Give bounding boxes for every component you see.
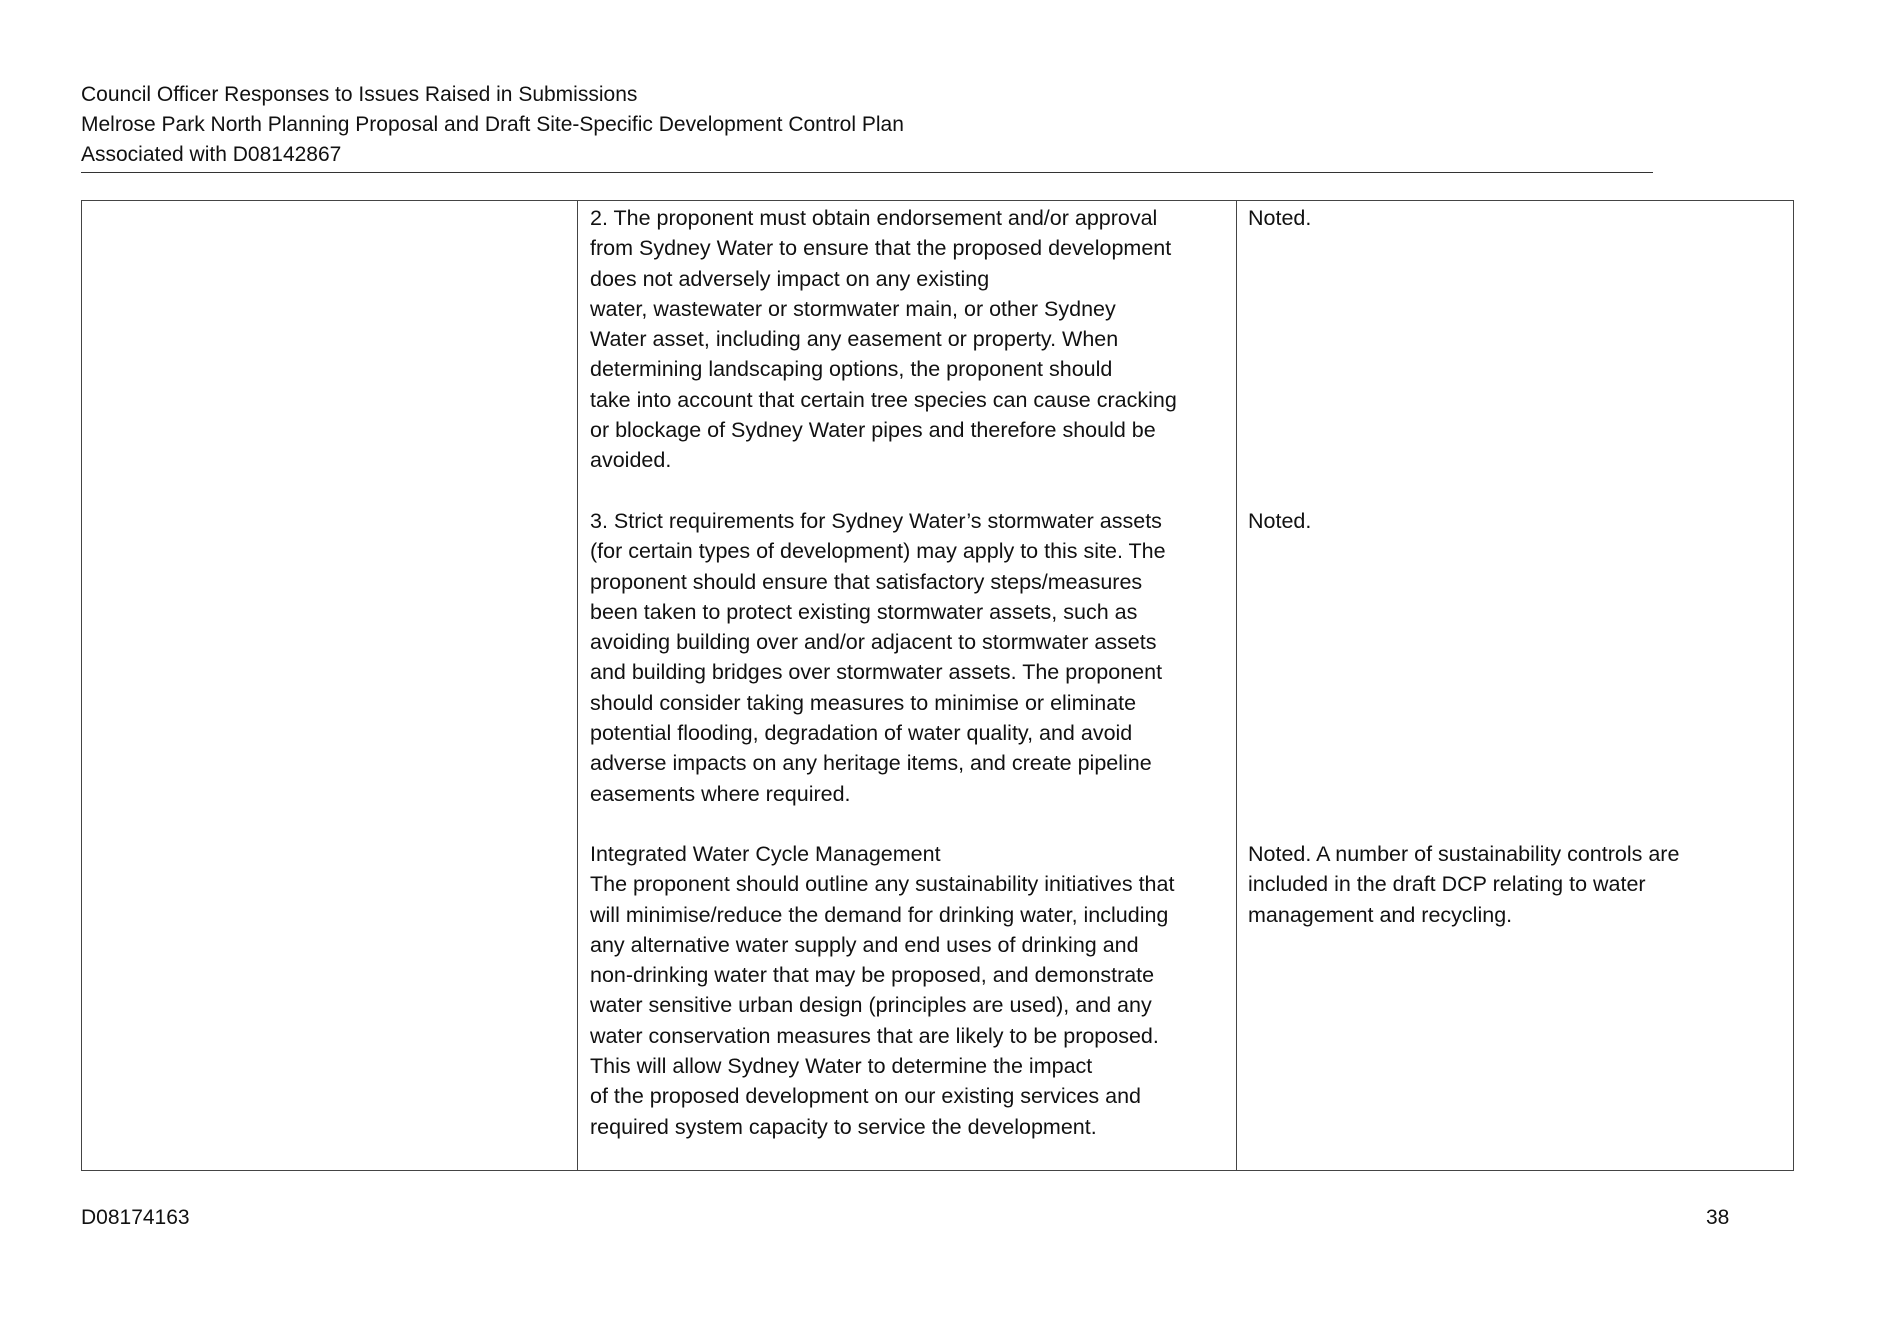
issue-line: been taken to protect existing stormwater assets, such as [590,599,1138,624]
issue-line: The proponent should outline any sustainability initiatives that [590,872,1175,897]
page-header [81,80,1653,173]
issue-line: determining landscaping options, the proponent should [590,357,1113,382]
response-line: management and recycling. [1248,902,1513,927]
header-reference: Associated with D08142867 [81,143,342,166]
response-item-2 [1248,203,1311,233]
column-divider [577,201,578,1170]
footer-document-id: D08174163 [81,1206,190,1229]
issue-line: water, wastewater or stormwater main, or other Sydney [590,296,1116,321]
issue-heading: Integrated Water Cycle Management [590,842,941,866]
issue-item-2 [590,203,1177,476]
issue-line: avoiding building over and/or adjacent to stormwater assets [590,630,1157,655]
footer-page-number: 38 [1706,1206,1730,1229]
issue-line: non-drinking water that may be proposed, and demonstrate [590,963,1155,988]
response-line: included in the draft DCP relating to water [1248,872,1646,897]
response-item-3 [1248,506,1311,536]
header-subtitle: Melrose Park North Planning Proposal and Draft Site-Specific Development Control Plan [81,113,904,136]
issue-line: This will allow Sydney Water to determine the impact [590,1054,1093,1079]
issue-line: easements where required. [590,781,851,806]
issue-line: or blockage of Sydney Water pipes and therefore should be [590,418,1156,443]
issue-line: adverse impacts on any heritage items, and create pipeline [590,751,1152,776]
issue-line: potential flooding, degradation of water quality, and avoid [590,721,1133,746]
issue-line: and building bridges over stormwater assets. The proponent [590,660,1163,685]
issue-line: Water asset, including any easement or property. When [590,327,1119,352]
issue-line: take into account that certain tree species can cause cracking [590,387,1177,412]
header-title: Council Officer Responses to Issues Raised in Submissions [81,83,638,106]
response-line: Noted. [1248,206,1312,230]
issue-line: will minimise/reduce the demand for drinking water, including [590,902,1169,927]
column-divider [1236,201,1237,1170]
issue-line: any alternative water supply and end uses of drinking and [590,932,1139,957]
issue-line: (for certain types of development) may apply to this site. The [590,539,1166,564]
issue-line: water sensitive urban design (principles are used), and any [590,993,1152,1018]
issue-line: from Sydney Water to ensure that the proposed development [590,236,1172,261]
response-line: Noted. [1248,509,1312,533]
issue-line: proponent should ensure that satisfactory steps/measures [590,569,1143,594]
issue-line: water conservation measures that are likely to be proposed. [590,1023,1159,1048]
issue-line: 2. The proponent must obtain endorsement and/or approval [590,206,1158,230]
issue-line: does not adversely impact on any existing [590,266,990,291]
response-item-iwcm [1248,839,1679,930]
response-line: Noted. A number of sustainability controls are [1248,842,1680,866]
issue-line: avoided. [590,448,672,473]
issue-item-iwcm [590,839,1174,1142]
issue-item-3 [590,506,1166,809]
issue-line: 3. Strict requirements for Sydney Water’s stormwater assets [590,509,1162,533]
issue-line: of the proposed development on our existing services and [590,1084,1141,1109]
issue-line: required system capacity to service the development. [590,1114,1097,1139]
submissions-table [81,200,1794,1171]
issue-line: should consider taking measures to minimise or eliminate [590,690,1137,715]
